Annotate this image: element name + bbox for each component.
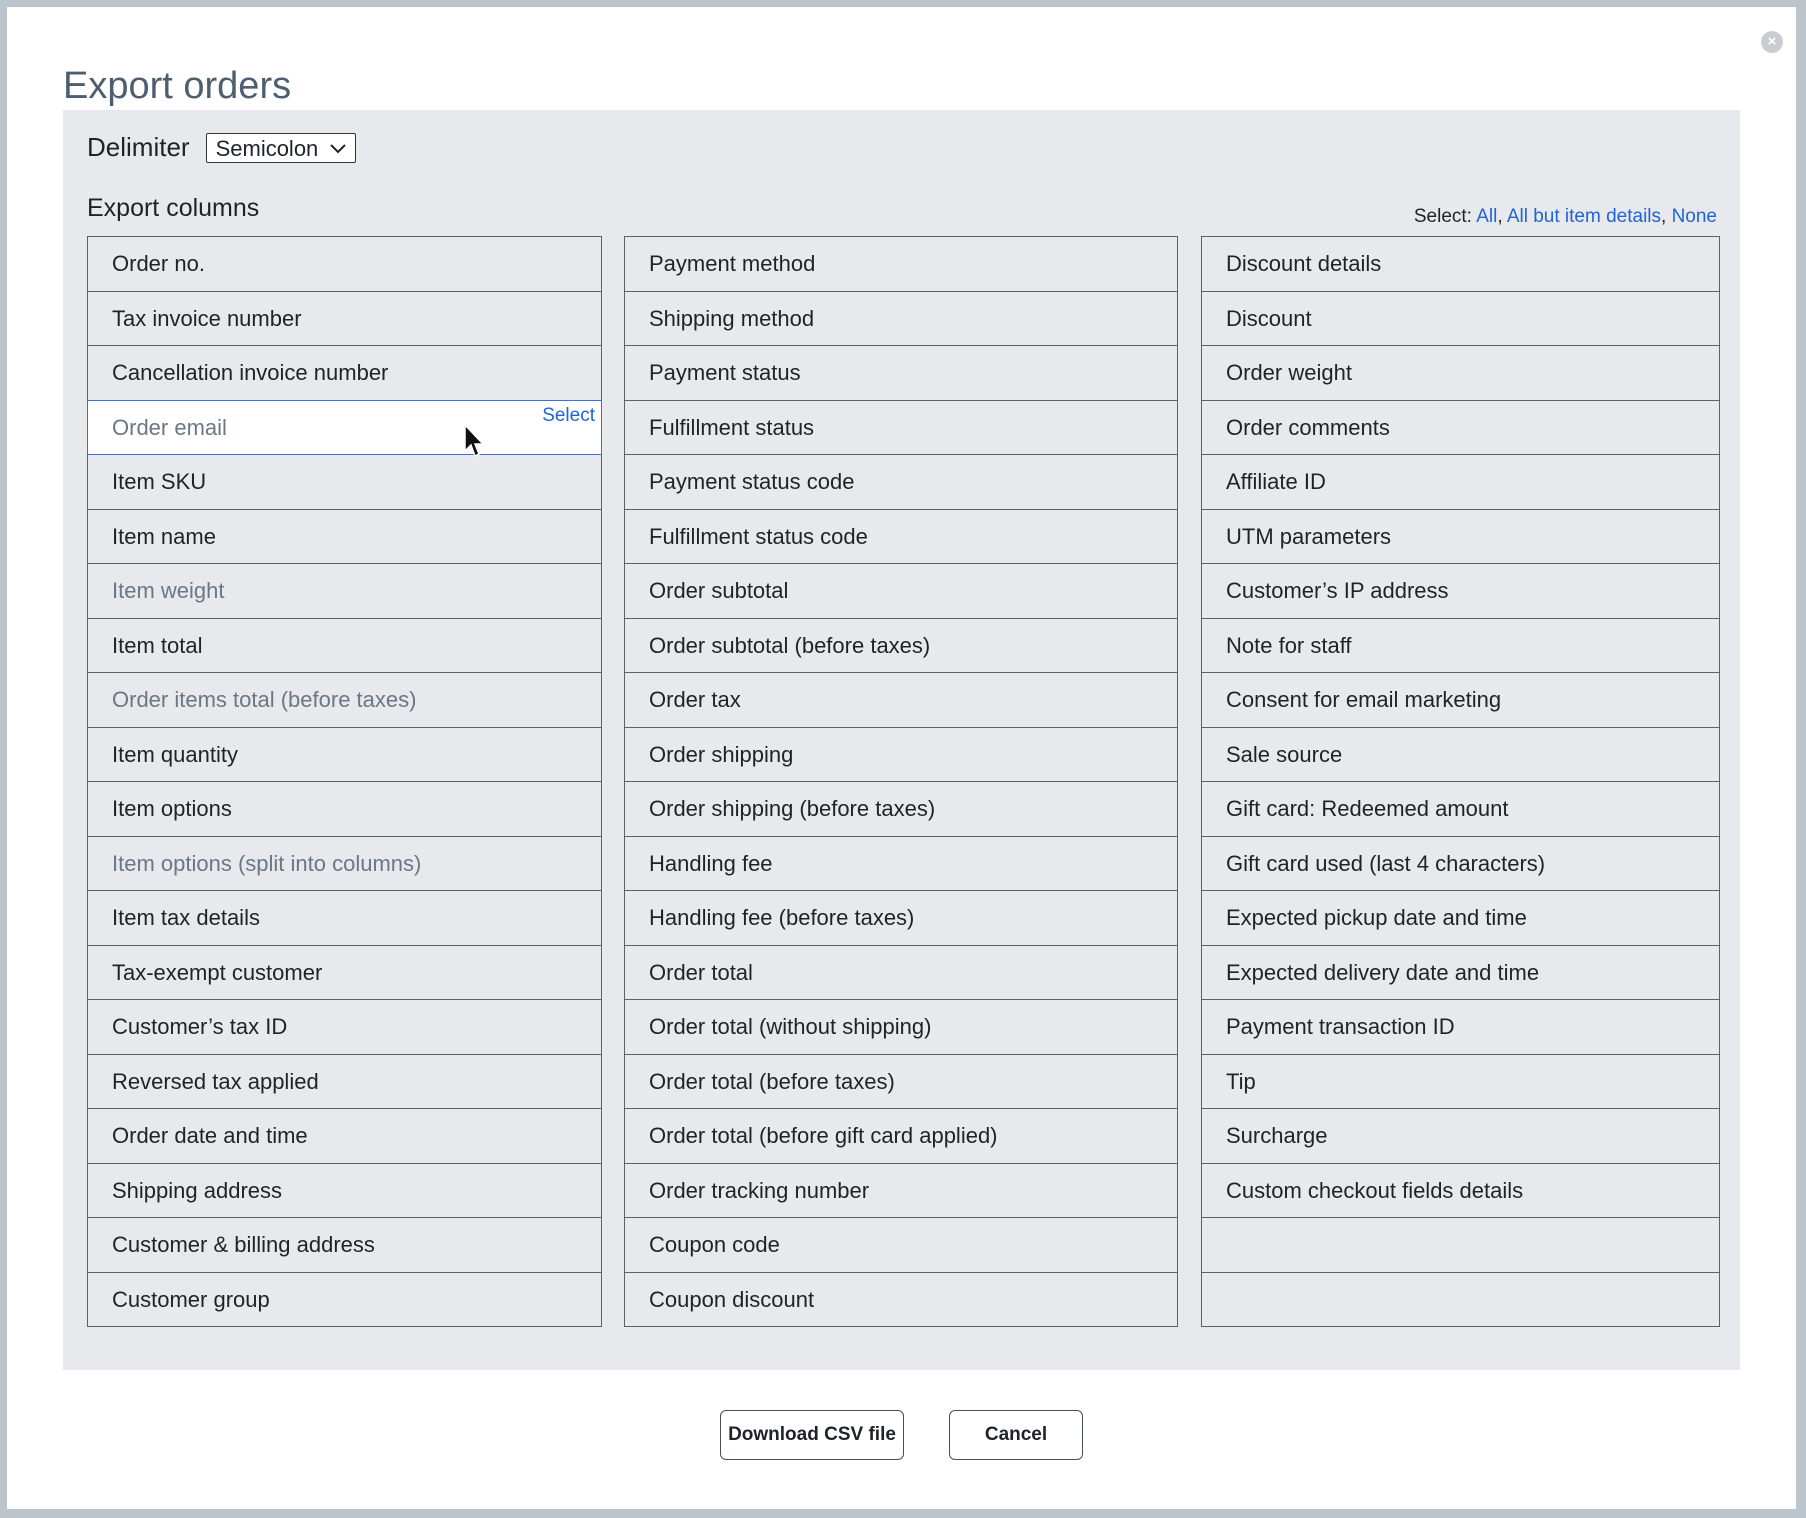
column-option[interactable] xyxy=(624,291,1178,347)
column-option-label: Customer & billing address xyxy=(112,1232,375,1257)
column-option-label: Handling fee (before taxes) xyxy=(649,905,915,930)
column-option[interactable] xyxy=(1201,836,1720,892)
delimiter-select[interactable] xyxy=(206,133,356,163)
column-option-label: Expected pickup date and time xyxy=(1226,905,1527,930)
export-orders-dialog xyxy=(7,7,1796,1509)
column-option-label: Item total xyxy=(112,632,203,658)
column-option-label: Customer group xyxy=(112,1286,270,1312)
column-option[interactable] xyxy=(87,618,602,674)
column-option-label: Fulfillment status xyxy=(649,414,815,440)
column-option-label: Order total (without shipping) xyxy=(649,1014,932,1039)
column-option-label: Item tax details xyxy=(112,905,260,930)
column-option[interactable] xyxy=(1201,672,1720,728)
column-option-label: Order comments xyxy=(1226,414,1390,440)
column-option[interactable] xyxy=(1201,400,1720,456)
column-option[interactable] xyxy=(624,563,1178,619)
column-option-label: Tax invoice number xyxy=(112,305,302,331)
column-option[interactable] xyxy=(624,945,1178,1001)
column-option[interactable] xyxy=(1201,291,1720,347)
column-option-label: Expected delivery date and time xyxy=(1226,959,1540,985)
column-option[interactable] xyxy=(1201,509,1720,565)
column-option-label: Gift card: Redeemed amount xyxy=(1226,796,1509,821)
column-option-label: Coupon discount xyxy=(649,1286,815,1312)
mouse-cursor-icon xyxy=(463,423,485,459)
column-option[interactable] xyxy=(87,836,602,892)
column-option-label: Order tax xyxy=(649,687,741,712)
chevron-down-icon xyxy=(329,134,347,173)
column-option-label: Order total (before gift card applied) xyxy=(649,1123,998,1148)
column-option-label: Customer’s tax ID xyxy=(112,1014,288,1039)
column-option[interactable] xyxy=(624,836,1178,892)
column-option-label: Cancellation invoice number xyxy=(112,360,389,385)
column-option[interactable] xyxy=(87,999,602,1055)
select-all-but-item-details-link[interactable]: All but item details xyxy=(1506,206,1662,227)
column-option[interactable] xyxy=(624,890,1178,946)
column-option-label: Order weight xyxy=(1226,360,1352,385)
column-option[interactable] xyxy=(1201,618,1720,674)
column-option[interactable] xyxy=(87,781,602,837)
column-option[interactable] xyxy=(1201,236,1720,292)
column-option[interactable] xyxy=(624,1272,1178,1328)
columns-list-3 xyxy=(1201,236,1720,1327)
column-option-label: UTM parameters xyxy=(1226,523,1392,549)
column-option[interactable] xyxy=(624,672,1178,728)
column-option-label: Shipping address xyxy=(112,1177,283,1203)
column-option[interactable] xyxy=(624,999,1178,1055)
column-option-label: Custom checkout fields details xyxy=(1226,1177,1524,1203)
column-option[interactable] xyxy=(624,618,1178,674)
select-shortcuts: Select: All, All but item details, None xyxy=(1413,206,1717,227)
column-option-label: Item quantity xyxy=(112,741,238,767)
column-option[interactable] xyxy=(1201,1163,1720,1219)
empty-cell xyxy=(1201,1217,1720,1273)
column-option-label: Coupon code xyxy=(649,1232,780,1257)
select-all-link[interactable]: All xyxy=(1476,206,1498,227)
column-option[interactable] xyxy=(87,1217,602,1273)
column-option[interactable] xyxy=(1201,1108,1720,1164)
column-option-label: Tip xyxy=(1226,1068,1256,1094)
column-option[interactable] xyxy=(624,345,1178,401)
column-option[interactable] xyxy=(624,509,1178,565)
column-option[interactable] xyxy=(87,236,602,292)
dialog-title: Export orders xyxy=(63,65,292,107)
delimiter-value: Semicolon xyxy=(215,135,319,161)
column-option-label: Affiliate ID xyxy=(1226,469,1326,494)
column-option[interactable] xyxy=(87,291,602,347)
column-option[interactable] xyxy=(1201,890,1720,946)
column-option[interactable] xyxy=(624,781,1178,837)
column-option[interactable] xyxy=(1201,727,1720,783)
column-option[interactable] xyxy=(87,945,602,1001)
select-none-link[interactable]: None xyxy=(1671,206,1717,227)
column-option-label: Customer’s IP address xyxy=(1226,578,1449,603)
column-option[interactable] xyxy=(624,1163,1178,1219)
column-option-label: Order tracking number xyxy=(649,1177,870,1203)
column-option-label: Shipping method xyxy=(649,305,815,331)
column-option[interactable] xyxy=(1201,563,1720,619)
column-option[interactable] xyxy=(87,1163,602,1219)
column-option-label: Item weight xyxy=(112,578,225,603)
column-option-label: Payment transaction ID xyxy=(1226,1014,1455,1039)
export-columns-title: Export columns xyxy=(87,194,260,222)
column-option-label: Order shipping xyxy=(649,741,794,767)
column-option[interactable] xyxy=(1201,1054,1720,1110)
column-option[interactable] xyxy=(87,563,602,619)
column-option[interactable] xyxy=(624,727,1178,783)
column-option-label: Payment status code xyxy=(649,469,855,494)
column-option[interactable] xyxy=(87,890,602,946)
column-option-label: Consent for email marketing xyxy=(1226,687,1502,712)
column-option-label: Order items total (before taxes) xyxy=(112,687,417,712)
column-option[interactable] xyxy=(624,1217,1178,1273)
column-option-label: Item name xyxy=(112,523,216,549)
column-option-label: Order no. xyxy=(112,251,205,276)
column-option[interactable] xyxy=(624,1108,1178,1164)
column-option-label: Order shipping (before taxes) xyxy=(649,796,936,821)
column-option[interactable] xyxy=(87,400,602,456)
column-option-label: Order subtotal xyxy=(649,578,789,603)
cancel-button[interactable]: Cancel xyxy=(949,1410,1083,1460)
select-label: Select: xyxy=(1413,206,1472,227)
empty-cell xyxy=(1201,1272,1720,1328)
column-option-label: Sale source xyxy=(1226,741,1343,767)
column-option-label: Item options (split into columns) xyxy=(112,850,422,876)
columns-list-1 xyxy=(87,236,602,1327)
column-option[interactable] xyxy=(87,1054,602,1110)
column-option-label: Payment method xyxy=(649,251,816,276)
column-option[interactable] xyxy=(87,454,602,510)
column-option-label: Handling fee xyxy=(649,850,773,876)
column-option-label: Order date and time xyxy=(112,1123,308,1148)
download-csv-button[interactable]: Download CSV file xyxy=(720,1410,904,1460)
column-option[interactable] xyxy=(87,345,602,401)
close-icon[interactable]: × xyxy=(1761,31,1783,53)
column-option-label: Surcharge xyxy=(1226,1123,1328,1148)
column-option[interactable] xyxy=(1201,945,1720,1001)
column-option-label: Discount xyxy=(1226,305,1312,331)
column-option[interactable] xyxy=(1201,999,1720,1055)
column-option[interactable] xyxy=(87,672,602,728)
column-option-label: Order subtotal (before taxes) xyxy=(649,632,931,658)
export-settings-panel xyxy=(63,110,1740,1370)
column-option-label: Discount details xyxy=(1226,251,1382,276)
column-option[interactable] xyxy=(87,1108,602,1164)
column-option-label: Order total (before taxes) xyxy=(649,1068,895,1094)
column-option[interactable] xyxy=(87,509,602,565)
column-option[interactable] xyxy=(624,400,1178,456)
column-option[interactable] xyxy=(1201,781,1720,837)
column-option[interactable] xyxy=(87,727,602,783)
delimiter-row xyxy=(87,132,356,163)
select-option-link[interactable]: Select xyxy=(542,404,595,426)
column-option-label: Gift card used (last 4 characters) xyxy=(1226,850,1546,876)
column-option-label: Item SKU xyxy=(112,469,207,494)
column-option-label: Tax-exempt customer xyxy=(112,959,323,985)
column-option-label: Fulfillment status code xyxy=(649,523,868,549)
column-option[interactable] xyxy=(624,454,1178,510)
columns-list-2 xyxy=(624,236,1178,1327)
column-option-label: Note for staff xyxy=(1226,632,1352,658)
column-option-label: Order total xyxy=(649,959,753,985)
delimiter-label: Delimiter xyxy=(87,132,190,162)
column-option[interactable] xyxy=(624,236,1178,292)
column-option[interactable] xyxy=(1201,345,1720,401)
column-option-label: Reversed tax applied xyxy=(112,1068,319,1094)
column-option-label: Order email xyxy=(112,414,227,440)
column-option[interactable] xyxy=(1201,454,1720,510)
column-option-label: Item options xyxy=(112,796,232,821)
column-option[interactable] xyxy=(87,1272,602,1328)
column-option-label: Payment status xyxy=(649,360,801,385)
column-option[interactable] xyxy=(624,1054,1178,1110)
